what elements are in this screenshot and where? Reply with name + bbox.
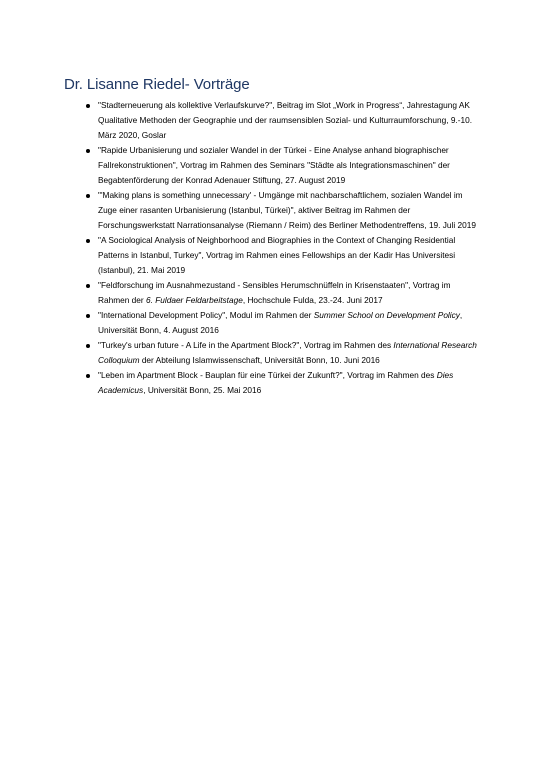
bullet-icon — [86, 344, 90, 348]
list-item — [98, 98, 483, 143]
talk-text — [98, 340, 477, 365]
list-item — [98, 308, 483, 338]
bullet-icon — [86, 239, 90, 243]
talk-text-part: "Rapide Urbanisierung und sozialer Wandel in der Türkei - Eine Analyse anhand biographischer Fallrekonstruktionen", Vortrag im Rahmen des Seminars "Städte als Integrationsmaschinen" der Begabtenförderung der Konrad Adenauer Stiftung, 27. August 2019 — [98, 145, 450, 185]
talk-text-part: "Stadterneuerung als kollektive Verlaufskurve?", Beitrag im Slot „Work in Progress“, Jahrestagung AK Qualitative Methoden der Geographie und der raumsensiblen Sozial- und Kulturraumforschung, 9.-10. März 2020, Goslar — [98, 100, 473, 140]
talk-text — [98, 370, 453, 395]
talk-text-part: "'Making plans is something unnecessary' - Umgänge mit nachbarschaftlichem, sozialen Wandel im Zuge einer rasanten Urbanisierung (Istanbul, Türkei)", aktiver Beitrag im Rahmen der Forschungswerkstatt Narrationsanalyse (Riemann / Reim) des Berliner Methodentreffens, 19. Juli 2019 — [98, 190, 476, 230]
talk-text-part: "A Sociological Analysis of Neighborhood and Biographies in the Context of Changing Residential Patterns in Istanbul, Turkey", Vortrag im Rahmen eines Fellowships an der Kadir Has Universitesi (Istanbul), 21. Mai 2019 — [98, 235, 456, 275]
page-title: Dr. Lisanne Riedel- Vorträge — [64, 76, 250, 93]
list-item — [98, 188, 483, 233]
talk-list — [98, 98, 483, 398]
bullet-icon — [86, 374, 90, 378]
talk-text-part: der Abteilung Islamwissenschaft, Universität Bonn, 10. Juni 2016 — [139, 355, 380, 365]
bullet-icon — [86, 284, 90, 288]
talk-emphasis: Summer School on Development Policy — [313, 310, 460, 320]
talk-text — [98, 100, 472, 140]
bullet-icon — [86, 314, 90, 318]
talk-text-part: , Universität Bonn, 25. Mai 2016 — [143, 385, 262, 395]
talk-emphasis: 6. Fuldaer Feldarbeitstage — [145, 295, 243, 305]
talk-text — [98, 190, 476, 230]
talk-text-part: "Turkey's urban future - A Life in the Apartment Block?", Vortrag im Rahmen des — [98, 340, 394, 350]
talk-text-part: , Hochschule Fulda, 23.-24. Juni 2017 — [242, 295, 383, 305]
talk-text — [98, 145, 450, 185]
list-item — [98, 233, 483, 278]
talk-text-part: "International Development Policy", Modul im Rahmen der — [98, 310, 314, 320]
talk-text-part: "Leben im Apartment Block - Bauplan für eine Türkei der Zukunft?", Vortrag im Rahmen des — [98, 370, 437, 380]
bullet-icon — [86, 104, 90, 108]
list-item — [98, 338, 483, 368]
talk-emphasis: Dies Academicus — [98, 370, 454, 395]
list-item — [98, 368, 483, 398]
talk-text — [98, 235, 455, 275]
talk-text-part: "Feldforschung im Ausnahmezustand - Sensibles Herumschnüffeln in Krisenstaaten", Vortrag im Rahmen der — [98, 280, 451, 305]
talk-text — [98, 310, 462, 335]
bullet-icon — [86, 194, 90, 198]
bullet-icon — [86, 149, 90, 153]
list-item — [98, 278, 483, 308]
talk-text — [98, 280, 451, 305]
talk-text-part: , Universität Bonn, 4. August 2016 — [98, 310, 463, 335]
talk-emphasis: International Research Colloquium — [98, 340, 477, 365]
list-item — [98, 143, 483, 188]
